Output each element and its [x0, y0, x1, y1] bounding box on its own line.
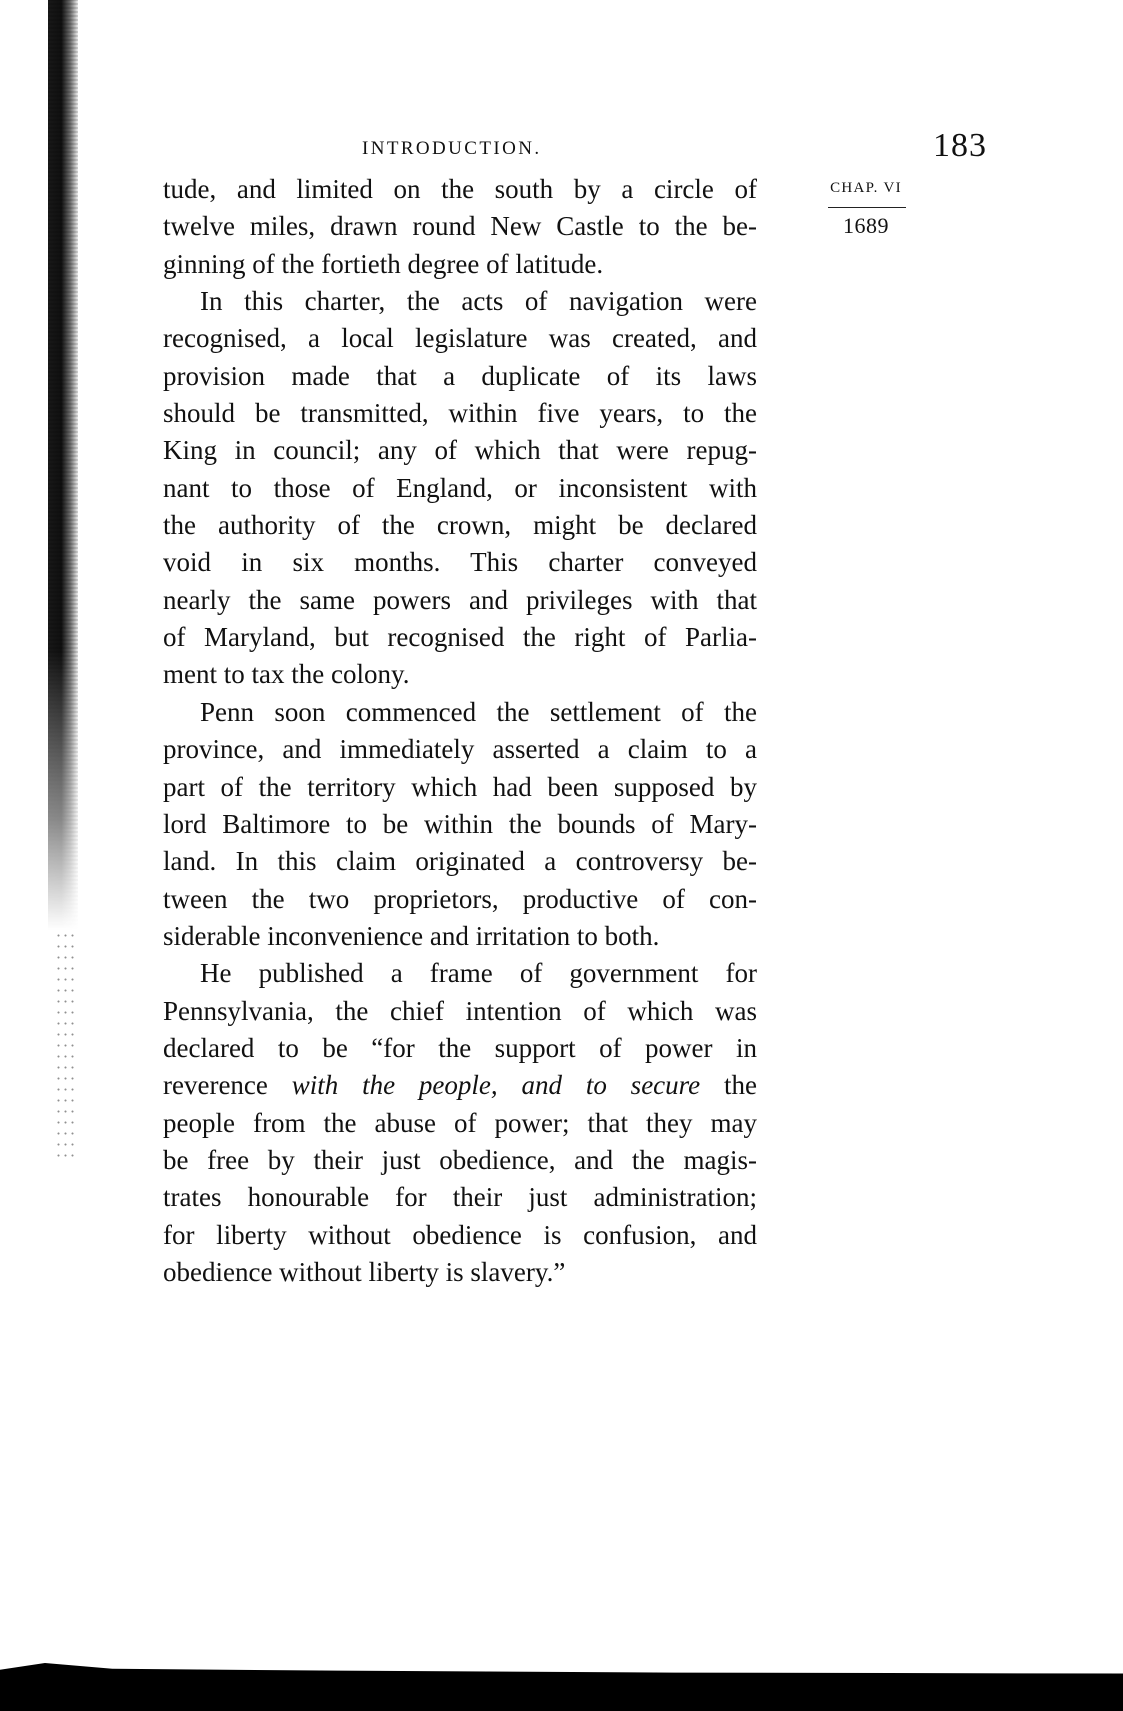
text-line: part of the territory which had been supposed by — [163, 771, 757, 802]
margin-note — [826, 175, 906, 240]
text-line: lord Baltimore to be within the bounds of Mary- — [163, 808, 757, 839]
text-line: Pennsylvania, the chief intention of which was — [163, 995, 757, 1026]
text-line: siderable inconvenience and irritation to both. — [163, 920, 660, 951]
text-line: ment to tax the colony. — [163, 659, 410, 690]
text-line-with-italic — [163, 1067, 757, 1104]
body-text — [163, 171, 757, 1291]
running-head — [0, 127, 1123, 171]
text-line: of Maryland, but recognised the right of Parlia- — [163, 622, 757, 653]
text-line: provision made that a duplicate of its laws — [163, 360, 757, 391]
text-fragment: the — [700, 1070, 757, 1101]
text-line: twelve miles, drawn round New Castle to the be- — [163, 211, 757, 242]
text-line: trates honourable for their just administration; — [163, 1182, 757, 1213]
text-line: He published a frame of government for — [200, 958, 757, 989]
text-line: nant to those of England, or inconsistent with — [163, 472, 757, 503]
margin-year: 1689 — [843, 213, 889, 238]
text-line: recognised, a local legislature was created, and — [163, 323, 757, 354]
paragraph-3 — [163, 694, 757, 955]
text-line: void in six months. This charter conveyed — [163, 547, 757, 578]
text-line: the authority of the crown, might be declared — [163, 510, 757, 541]
binding-speckle — [55, 930, 75, 1160]
margin-rule — [828, 207, 906, 208]
text-line: land. In this claim originated a controversy be- — [163, 846, 757, 877]
text-line: be free by their just obedience, and the magis- — [163, 1144, 757, 1175]
text-line: King in council; any of which that were repug- — [163, 435, 757, 466]
running-title: INTRODUCTION. — [362, 138, 542, 159]
text-line: declared to be “for the support of power in — [163, 1032, 757, 1063]
text-line: nearly the same powers and privileges with that — [163, 584, 757, 615]
text-fragment: reverence — [163, 1070, 292, 1101]
margin-chapter: CHAP. VI — [830, 180, 902, 196]
text-line: obedience without liberty is slavery.” — [163, 1256, 566, 1287]
text-line: people from the abuse of power; that they may — [163, 1107, 757, 1138]
page-number: 183 — [933, 127, 987, 164]
text-line: ginning of the fortieth degree of latitude. — [163, 248, 604, 279]
paragraph-2 — [163, 283, 757, 694]
text-line: In this charter, the acts of navigation were — [200, 286, 757, 317]
page-bottom-edge — [0, 1663, 1123, 1711]
text-line: should be transmitted, within five years, to the — [163, 398, 757, 429]
text-line: province, and immediately asserted a claim to a — [163, 734, 757, 765]
text-line: tween the two proprietors, productive of con- — [163, 883, 757, 914]
text-line: tude, and limited on the south by a circle of — [163, 174, 757, 204]
paragraph-4 — [163, 955, 757, 1291]
text-line: for liberty without obedience is confusion, and — [163, 1219, 757, 1250]
paragraph-1 — [163, 171, 757, 283]
text-line: Penn soon commenced the settlement of the — [200, 696, 757, 727]
italic-fragment: with the people, and to secure — [291, 1070, 701, 1101]
